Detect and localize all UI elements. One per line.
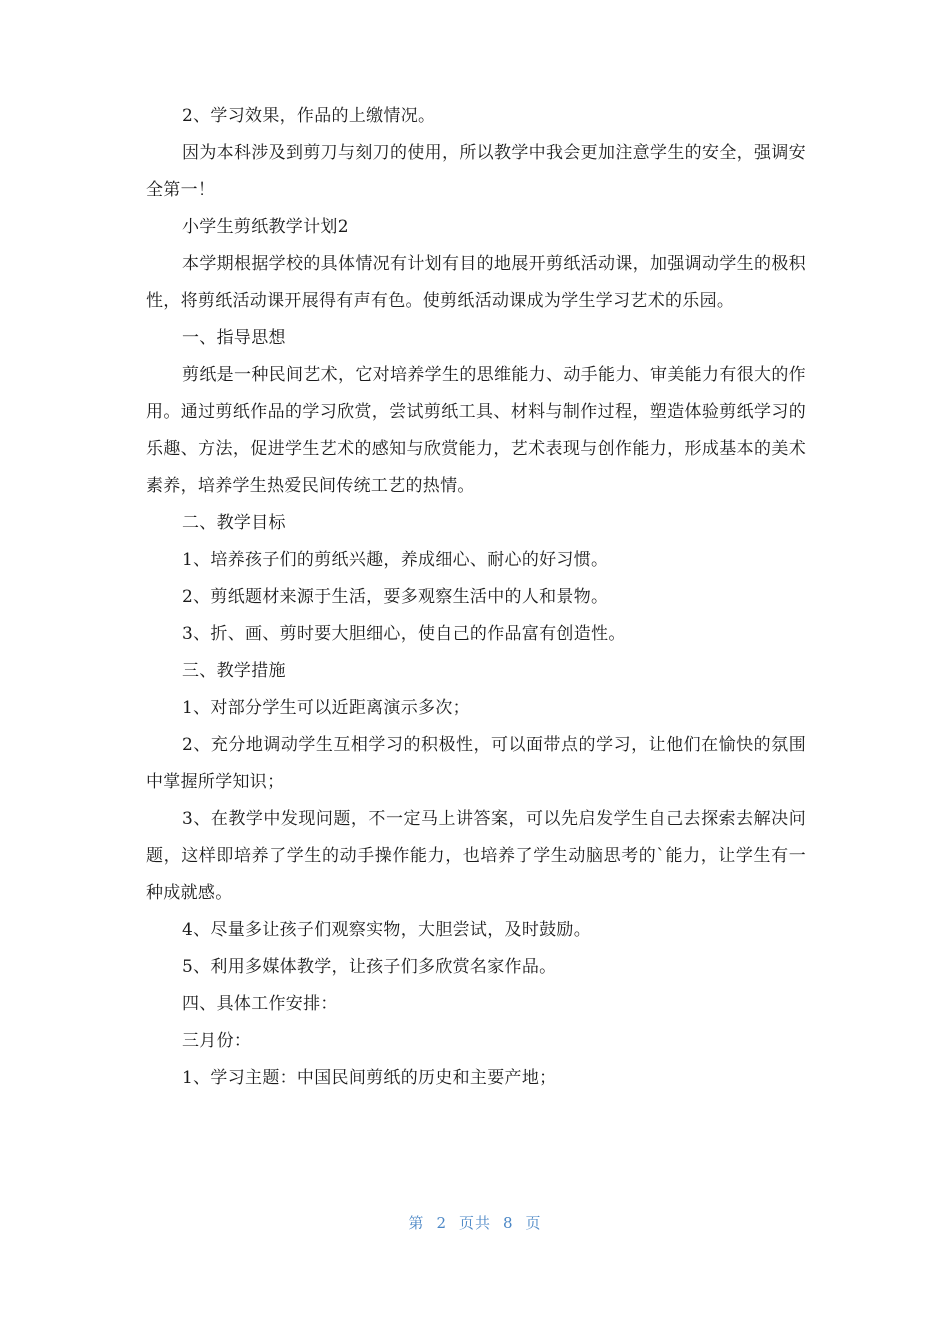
section-heading: 一、指导思想 [182, 328, 286, 348]
list-item: 2、充分地调动学生互相学习的积极性，可以面带点的学习，让他们在愉快的氛围中掌握所学知识； [146, 735, 806, 792]
footer-page-number: 2 [436, 1214, 447, 1232]
paragraph: 本学期根据学校的具体情况有计划有目的地展开剪纸活动课，加强调动学生的极积性，将剪纸活动课开展得有声有色。使剪纸活动课成为学生学习艺术的乐园。 [146, 254, 806, 311]
footer-middle: 页共 [458, 1214, 491, 1232]
list-item: 1、学习主题：中国民间剪纸的历史和主要产地； [182, 1068, 557, 1088]
section-heading: 二、教学目标 [182, 513, 286, 533]
list-item: 4、尽量多让孩子们观察实物，大胆尝试，及时鼓励。 [182, 920, 592, 940]
footer-prefix: 第 [408, 1214, 425, 1232]
page-footer [0, 1212, 950, 1233]
section-heading: 三、教学措施 [182, 661, 286, 681]
footer-total-pages: 8 [503, 1214, 514, 1232]
paragraph: 剪纸是一种民间艺术，它对培养学生的思维能力、动手能力、审美能力有很大的作用。通过剪纸作品的学习欣赏，尝试剪纸工具、材料与制作过程，塑造体验剪纸学习的乐趣、方法，促进学生艺术的感知与欣赏能力，艺术表现与创作能力，形成基本的美术素养，培养学生热爱民间传统工艺的热情。 [146, 365, 806, 496]
list-item: 3、在教学中发现问题，不一定马上讲答案，可以先启发学生自己去探索去解决问题，这样即培养了学生的动手操作能力，也培养了学生动脑思考的`能力，让学生有一种成就感。 [146, 809, 806, 903]
list-item: 2、剪纸题材来源于生活，要多观察生活中的人和景物。 [182, 587, 609, 607]
list-item: 1、对部分学生可以近距离演示多次； [182, 698, 470, 718]
list-item: 5、利用多媒体教学，让孩子们多欣赏名家作品。 [182, 957, 557, 977]
paragraph: 因为本科涉及到剪刀与刻刀的使用，所以教学中我会更加注意学生的安全，强调安全第一！ [146, 143, 806, 200]
footer-suffix: 页 [525, 1214, 542, 1232]
document-body [146, 98, 806, 1097]
sub-heading: 三月份： [182, 1031, 252, 1051]
section-heading: 四、具体工作安排： [182, 994, 338, 1014]
paragraph: 2、学习效果，作品的上缴情况。 [182, 106, 436, 126]
list-item: 1、培养孩子们的剪纸兴趣，养成细心、耐心的好习惯。 [182, 550, 609, 570]
section-title: 小学生剪纸教学计划2 [182, 217, 349, 237]
list-item: 3、折、画、剪时要大胆细心，使自己的作品富有创造性。 [182, 624, 626, 644]
